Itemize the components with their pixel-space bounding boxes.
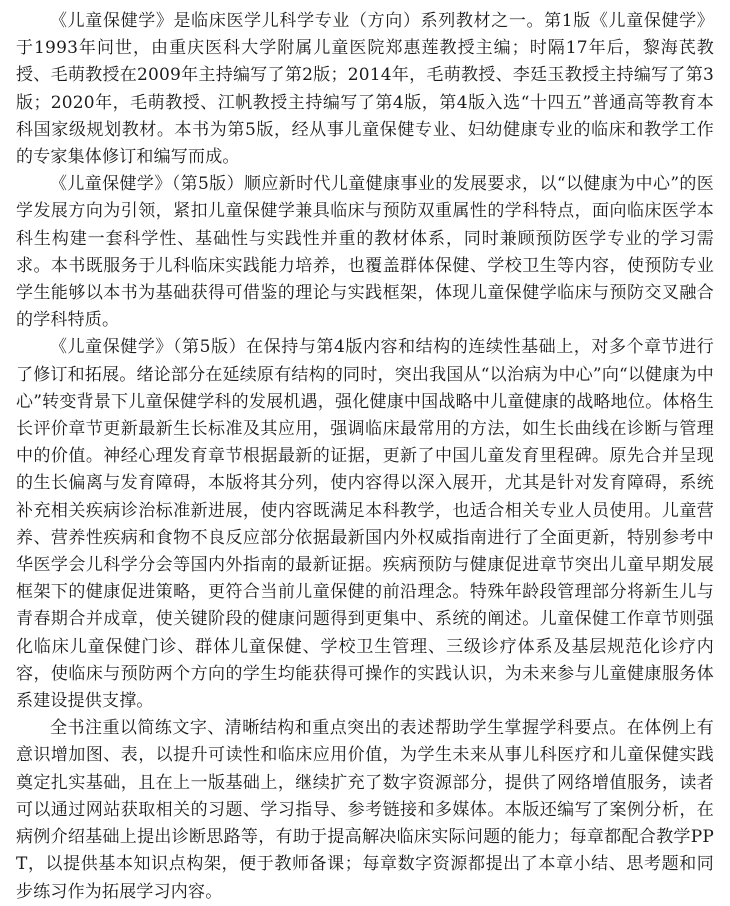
paragraph-positioning: 《儿童保健学》（第5版）顺应新时代儿童健康事业的发展要求，以“以健康为中心”的医学发展方向为引领，紧扣儿童保健学兼具临床与预防双重属性的学科特点，面向临床医学本科生构建一套科学性、基础性与实践性并重的教材体系，同时兼顾预防医学专业的学习需求。本书既服务于儿科临床实践能力培养，也覆盖群体保健、学校卫生等内容，使预防专业学生能够以本书为基础获得可借鉴的理论与实践框架，体现儿童保健学临床与预防交叉融合的学科特质。 (16, 174, 714, 331)
paragraph-history: 《儿童保健学》是临床医学儿科学专业（方向）系列教材之一。第1版《儿童保健学》于1993年问世，由重庆医科大学附属儿童医院郑惠莲教授主编；时隔17年后，黎海芪教授、毛萌教授在2009年主持编写了第2版；2014年，毛萌教授、李廷玉教授主持编写了第3版；2020年，毛萌教授、江帆教授主持编写了第4版，第4版入选“十四五”普通高等教育本科国家级规划教材。本书为第5版，经从事儿童保健专业、妇幼健康专业的临床和教学工作的专家集体修订和编写而成。 (16, 11, 715, 168)
paragraph-revisions: 《儿童保健学》（第5版）在保持与第4版内容和结构的连续性基础上，对多个章节进行了修订和拓展。绪论部分在延续原有结构的同时，突出我国从“以治病为中心”向“以健康为中心”转变背景下儿童保健学科的发展机遇，强化健康中国战略中儿童健康的战略地位。体格生长评价章节更新最新生长标准及其应用，强调临床最常用的方法，如生长曲线在诊断与管理中的价值。神经心理发育章节根据最新的证据，更新了中国儿童发育里程碑。原先合并呈现的生长偏离与发育障碍，本版将其分列，使内容得以深入展开，尤其是针对发育障碍，系统补充相关疾病诊治标准新进展，使内容既满足本科教学，也适合相关专业人员使用。儿童营养、营养性疾病和食物不良反应部分依据最新国内外权威指南进行了全面更新，特别参考中华医学会儿科学分会等国内外指南的最新证据。疾病预防与健康促进章节突出儿童早期发展框架下的健康促进策略，更符合当前儿童保健的前沿理念。特殊年龄段管理部分将新生儿与青春期合并成章，使关键阶段的健康问题得到更集中、系统的阐述。儿童保健工作章节则强化临床儿童保健门诊、群体儿童保健、学校卫生管理、三级诊疗体系及基层规范化诊疗内容，使临床与预防两个方向的学生均能获得可操作的实践认识，为未来参与儿童健康服务体系建设提供支撑。 (16, 337, 714, 712)
paragraph-features: 全书注重以简练文字、清晰结构和重点突出的表述帮助学生掌握学科要点。在体例上有意识增加图、表，以提升可读性和临床应用价值，为学生未来从事儿科医疗和儿童保健实践奠定扎实基础，且在上一版基础上，继续扩充了数字资源部分，提供了网络增值服务，读者可以通过网站获取相关的习题、学习指导、参考链接和多媒体。本版还编写了案例分析，在病例介绍基础上提出诊断思路等，有助于提高解决临床实际问题的能力；每章都配合教学PPT，以提供基本知识点构架，便于教师备课；每章数字资源都提出了本章小结、思考题和同步练习作为拓展学习内容。 (16, 718, 714, 902)
